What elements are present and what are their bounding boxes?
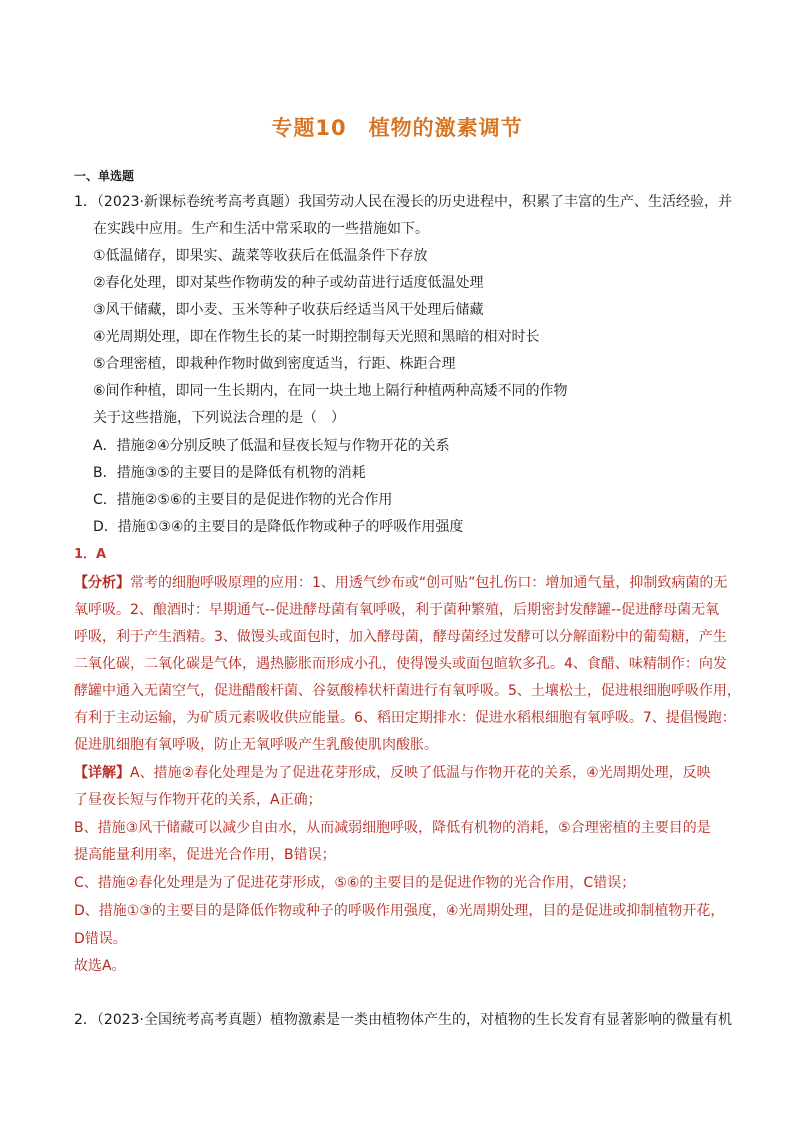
measure-item-5: ⑤合理密植，即栽种作物时做到密度适当，行距、株距合理: [93, 356, 456, 372]
detail-line-7: D错误。: [74, 931, 127, 947]
question-2-stem-line-1: 2．（2023·全国统考高考真题）植物激素是一类由植物体产生的，对植物的生长发育有显著影响的微量有机: [74, 1012, 732, 1028]
analysis-line-1: [74, 573, 727, 593]
analysis-line-2: 氧呼吸。2、酿酒时：早期通气--促进酵母菌有氧呼吸，利于菌种繁殖，后期密封发酵罐--促进酵母菌无氧: [74, 602, 720, 618]
detail-line-1: [74, 763, 711, 783]
analysis-line-4: 二氧化碳，二氧化碳是气体，遇热膨胀而形成小孔，使得馒头或面包暄软多孔。4、食醋、味精制作：向发: [74, 656, 727, 672]
analysis-text-1: 常考的细胞呼吸原理的应用：1、用透气纱布或“创可贴”包扎伤口：增加通气量，抑制致病菌的无: [130, 575, 728, 591]
measure-item-4: ④光周期处理，即在作物生长的某一时期控制每天光照和黑暗的相对时长: [93, 329, 540, 345]
detail-line-5: C、措施②春化处理是为了促进花芽形成，⑤⑥的主要目的是促进作物的光合作用，C错误；: [74, 875, 636, 891]
analysis-line-7: 促进肌细胞有氧呼吸，防止无氧呼吸产生乳酸使肌肉酸胀。: [74, 737, 438, 753]
detail-line-6: D、措施①③的主要目的是降低作物或种子的呼吸作用强度，④光周期处理，目的是促进或抑制植物开花，: [74, 903, 725, 919]
question-1-stem-line-1: 1．（2023·新课标卷统考高考真题）我国劳动人民在漫长的历史进程中，积累了丰富的生产、生活经验，并: [74, 194, 732, 210]
detail-line-4: 提高能量利用率，促进光合作用，B错误；: [74, 847, 336, 863]
measure-item-2: ②春化处理，即对某些作物萌发的种子或幼苗进行适度低温处理: [93, 275, 484, 291]
analysis-line-5: 酵罐中通入无菌空气，促进醋酸杆菌、谷氨酸棒状杆菌进行有氧呼吸。5、土壤松土，促进根细胞呼吸作用，: [74, 683, 741, 699]
analysis-line-3: 呼吸，利于产生酒精。3、做馒头或面包时，加入酵母菌，酵母菌经过发酵可以分解面粉中的葡萄糖，产生: [74, 629, 727, 645]
option-b: B．措施③⑤的主要目的是降低有机物的消耗: [93, 465, 366, 481]
page-title: 专题10 植物的激素调节: [271, 116, 523, 140]
section-heading: 一、单选题: [74, 169, 135, 183]
answer-label: 1．A: [74, 547, 107, 562]
measure-item-3: ③风干储藏，即小麦、玉米等种子收获后经适当风干处理后储藏: [93, 302, 484, 318]
question-1-prompt: 关于这些措施，下列说法合理的是（ ）: [93, 410, 345, 426]
conclusion-line: 故选A。: [74, 958, 126, 974]
measure-item-6: ⑥间作种植，即同一生长期内，在同一块土地上隔行种植两种高矮不同的作物: [93, 383, 568, 399]
detail-text-1: A、措施②春化处理是为了促进花芽形成，反映了低温与作物开花的关系，④光周期处理，反映: [130, 765, 711, 781]
option-a: A．措施②④分别反映了低温和昼夜长短与作物开花的关系: [93, 438, 450, 454]
analysis-line-6: 有利于主动运输，为矿质元素吸收供应能量。6、稻田定期排水：促进水稻根细胞有氧呼吸。7、提倡慢跑：: [74, 710, 736, 726]
option-d: D．措施①③④的主要目的是降低作物或种子的呼吸作用强度: [93, 519, 464, 535]
measure-item-1: ①低温储存，即果实、蔬菜等收获后在低温条件下存放: [93, 248, 428, 264]
analysis-tag: 【分析】: [74, 575, 130, 591]
detail-tag: 【详解】: [74, 765, 130, 781]
question-1-stem-line-2: 在实践中应用。生产和生活中常采取的一些措施如下。: [93, 221, 429, 237]
option-c: C．措施②⑤⑥的主要目的是促进作物的光合作用: [93, 492, 393, 508]
detail-line-2: 了昼夜长短与作物开花的关系，A正确；: [74, 792, 322, 808]
detail-line-3: B、措施③风干储藏可以减少自由水，从而减弱细胞呼吸，降低有机物的消耗，⑤合理密植的主要目的是: [74, 820, 711, 836]
